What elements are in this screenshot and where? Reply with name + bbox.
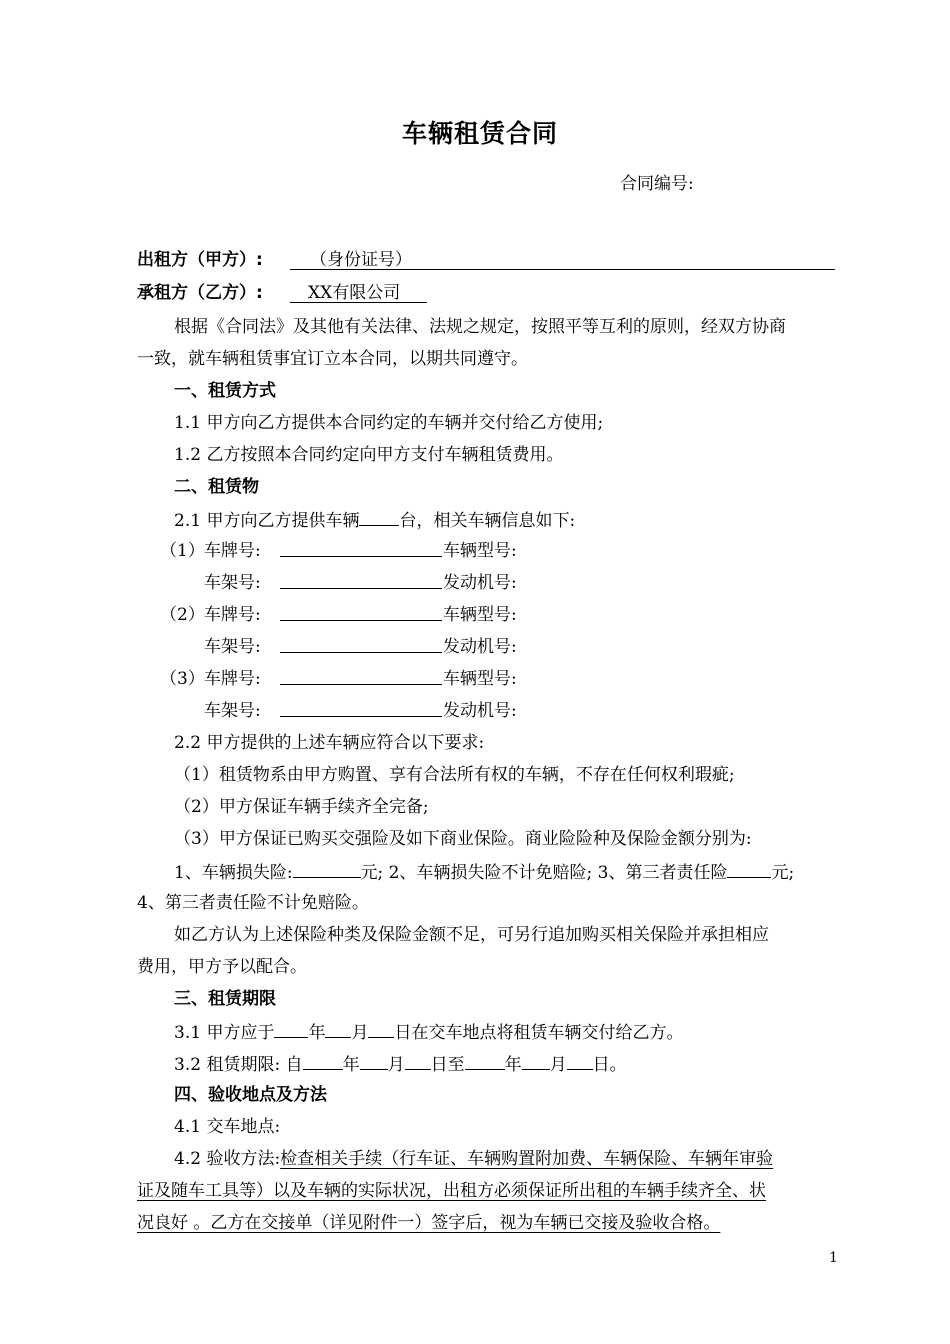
vehicle-3-engine-label: 发动机号: [443, 701, 517, 721]
start-day-unit: 日至 [430, 1055, 465, 1075]
vehicle-1-frame-blank [280, 588, 442, 589]
section-4-heading: 四、验收地点及方法 [174, 1085, 327, 1105]
insurance-text-b: 元; 2、车辆损失险不计免赔险; 3、第三者责任险 [360, 863, 728, 883]
clause-2-2-3: （3）甲方保证已购买交强险及如下商业保险。商业险险种及保险金额分别为: [174, 829, 752, 849]
end-month-blank [522, 1051, 550, 1070]
extra-insurance-line-2: 费用，甲方予以配合。 [137, 957, 307, 977]
vehicle-1-model-label: 车辆型号: [443, 541, 517, 561]
clause-2-2-1: （1）租赁物系由甲方购置、享有合法所有权的车辆，不存在任何权利瑕疵; [174, 765, 735, 785]
extra-insurance-line-1: 如乙方认为上述保险种类及保险金额不足，可另行追加购买相关保险并承担相应 [174, 925, 769, 945]
clause-2-2-2: （2）甲方保证车辆手续齐全完备; [174, 797, 429, 817]
end-day-blank [567, 1051, 593, 1070]
vehicle-3-frame-blank [280, 716, 442, 717]
insurance-line-2: 4、第三者责任险不计免赔险。 [137, 893, 369, 913]
clause-2-1-text-b: 台，相关车辆信息如下: [399, 511, 576, 531]
vehicle-1-plate-blank [280, 556, 442, 557]
start-year-blank [303, 1051, 343, 1070]
section-1-heading: 一、租赁方式 [174, 381, 276, 401]
delivery-day-blank [368, 1019, 394, 1038]
vehicle-3-model-label: 车辆型号: [443, 669, 517, 689]
lessor-label: 出租方（甲方）: [137, 250, 263, 270]
clause-1-1: 1.1 甲方向乙方提供本合同约定的车辆并交付给乙方使用; [174, 413, 604, 433]
vehicle-2-plate-label: 车牌号: [204, 605, 261, 625]
damage-amount-blank [293, 859, 361, 878]
vehicle-1-plate-label: 车牌号: [204, 541, 261, 561]
clause-4-2-label: 4.2 验收方法: [174, 1149, 281, 1169]
intro-line-2: 一致，就车辆租赁事宜订立本合同，以期共同遵守。 [137, 349, 528, 369]
month-unit: 月 [351, 1023, 369, 1043]
end-day-unit: 日。 [592, 1055, 627, 1075]
delivery-month-blank [325, 1019, 351, 1038]
section-3-heading: 三、租赁期限 [174, 989, 276, 1009]
start-year-unit: 年 [342, 1055, 360, 1075]
clause-4-2-line-2: 证及随车工具等）以及车辆的实际状况，出租方必须保证所出租的车辆手续齐全、状 [137, 1181, 766, 1201]
contract-number-label: 合同编号: [620, 174, 694, 194]
vehicle-1-engine-label: 发动机号: [443, 573, 517, 593]
clause-3-1-tail: 日在交车地点将租赁车辆交付给乙方。 [394, 1023, 684, 1043]
section-2-heading: 二、租赁物 [174, 477, 259, 497]
lessee-value: XX有限公司 [308, 283, 401, 303]
vehicle-3-plate-blank [280, 684, 442, 685]
vehicle-2-index: （2） [160, 605, 205, 625]
clause-4-1: 4.1 交车地点: [174, 1117, 281, 1137]
clause-3-1-text: 3.1 甲方应于 [174, 1023, 275, 1043]
delivery-year-blank [274, 1019, 308, 1038]
year-unit: 年 [308, 1023, 326, 1043]
clause-3-2 [174, 1051, 627, 1077]
vehicle-1-index: （1） [160, 541, 205, 561]
vehicle-3-frame-label: 车架号: [204, 701, 261, 721]
end-year-blank [465, 1051, 505, 1070]
lessee-field [290, 281, 427, 303]
vehicle-2-model-label: 车辆型号: [443, 605, 517, 625]
end-month-unit: 月 [549, 1055, 567, 1075]
lessor-value: （身份证号） [310, 250, 412, 270]
lessor-field [290, 248, 835, 270]
page-number: 1 [829, 1250, 838, 1266]
vehicle-2-frame-blank [280, 652, 442, 653]
vehicle-3-plate-label: 车牌号: [204, 669, 261, 689]
clause-3-1 [174, 1019, 683, 1045]
start-month-unit: 月 [387, 1055, 405, 1075]
end-year-unit: 年 [504, 1055, 522, 1075]
lessor-row [137, 248, 263, 272]
insurance-text-c: 元; [771, 863, 795, 883]
document-title: 车辆租赁合同 [402, 119, 559, 148]
clause-4-2 [174, 1147, 773, 1171]
clause-4-2-line-1: 检查相关手续（行车证、车辆购置附加费、车辆保险、车辆年审验 [280, 1149, 774, 1169]
insurance-text-a: 1、车辆损失险: [174, 863, 293, 883]
clause-2-1 [174, 507, 575, 533]
clause-1-2: 1.2 乙方按照本合同约定向甲方支付车辆租赁费用。 [174, 445, 564, 465]
vehicle-3-index: （3） [160, 669, 205, 689]
vehicle-count-blank [359, 507, 399, 526]
insurance-line-1 [174, 859, 794, 885]
start-day-blank [405, 1051, 431, 1070]
clause-2-1-text-a: 2.1 甲方向乙方提供车辆 [174, 511, 360, 531]
lessee-label: 承租方（乙方）: [137, 283, 263, 303]
vehicle-2-engine-label: 发动机号: [443, 637, 517, 657]
clause-2-2: 2.2 甲方提供的上述车辆应符合以下要求: [174, 733, 485, 753]
vehicle-2-plate-blank [280, 620, 442, 621]
clause-3-2-text: 3.2 租赁期限: 自 [174, 1055, 303, 1075]
clause-4-2-line-3: 况良好 。乙方在交接单（详见附件一）签字后，视为车辆已交接及验收合格。 [137, 1213, 721, 1233]
third-party-amount-blank [727, 859, 771, 878]
vehicle-1-frame-label: 车架号: [204, 573, 261, 593]
lessee-row [137, 281, 263, 305]
intro-line-1: 根据《合同法》及其他有关法律、法规之规定，按照平等互利的原则，经双方协商 [174, 317, 786, 337]
start-month-blank [360, 1051, 388, 1070]
vehicle-2-frame-label: 车架号: [204, 637, 261, 657]
